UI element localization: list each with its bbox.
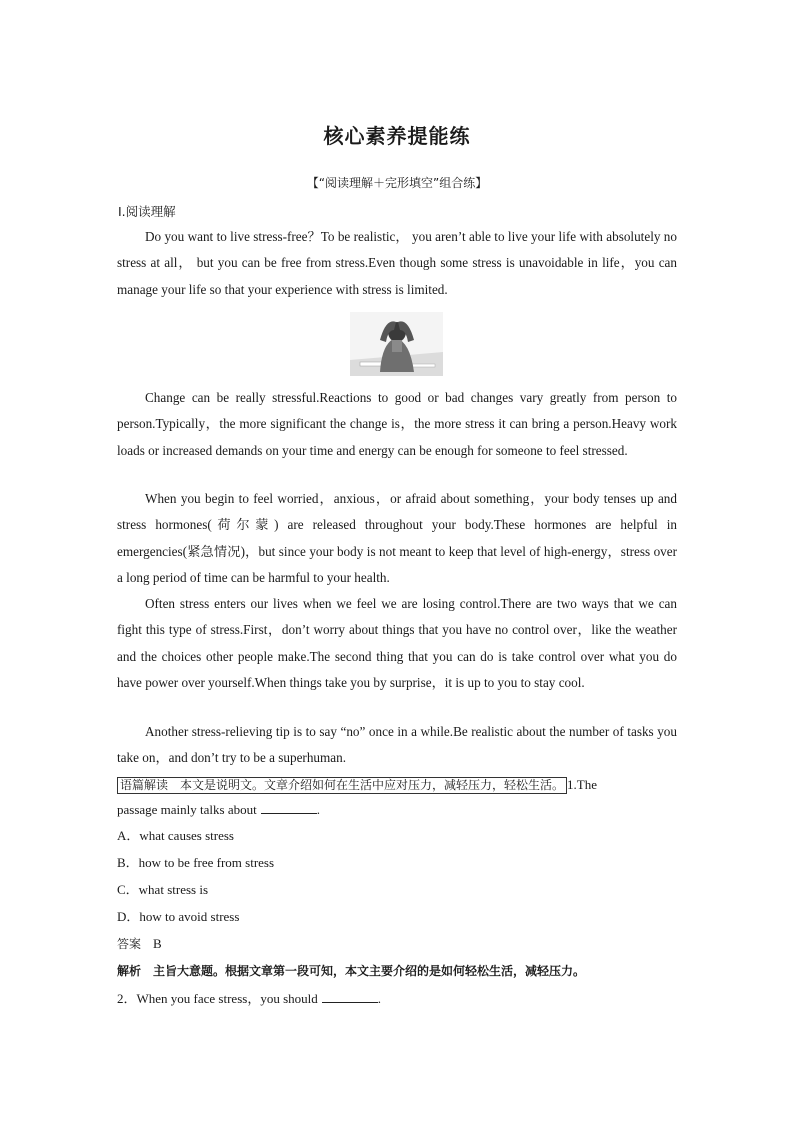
answer-value: B [153,936,162,951]
question-1-line [117,775,677,795]
option-d[interactable]: D．how to avoid stress [117,909,240,924]
analysis-text: 主旨大意题。根据文章第一段可知，本文主要介绍的是如何轻松生活，减轻压力。 [153,964,586,978]
option-a[interactable]: A．what causes stress [117,828,234,843]
question-2-end: . [377,991,381,1006]
stressed-person-photo [350,312,443,376]
exercise-subtitle: 【“阅读理解＋完形填空”组合练】 [306,176,488,190]
answer-blank[interactable] [261,801,317,814]
answer-blank[interactable] [322,990,378,1003]
analysis-line [117,961,585,981]
option-b[interactable]: B．how to be free from stress [117,855,275,870]
question-1-end: . [316,802,320,817]
question-1-stem [117,800,320,820]
passage-paragraph-3: When you begin to feel worried，anxious，or afraid about something，your body tenses up and stress hormones(荷尔蒙) are released throughout your body.These hormones are helpful in emergencies(紧急情况)，but since your body is not meant to keep that level of high-energy，stress over a long period of time can be harmful to your health. [117,491,677,585]
passage-paragraph-2: Change can be really stressful.Reactions to good or bad changes vary greatly from person to person.Typically，the more significant the change is，the more stress it can bring a person.Heavy work loads or increased demands on your time and energy can be enough for someone to feel stressed. [117,390,677,458]
summary-box: 语篇解读 本文是说明文。文章介绍如何在生活中应对压力，减轻压力，轻松生活。 [117,777,567,794]
passage-paragraph-4: Often stress enters our lives when we feel we are losing control.There are two ways that we can fight this type of stress.First，don’t worry about things that you have no control over，like the weather and the choices other people make.The second thing that you can do is take control over what you do have power over yourself.When things take you by surprise，it is up to you to stay cool. [117,596,677,690]
answer-line [117,934,162,954]
question-2-line [117,989,381,1009]
page-title: 核心素养提能练 [323,124,471,148]
answer-label: 答案 [117,937,142,951]
question-2-stem: 2．When you face stress，you should [117,991,318,1006]
question-1-prefix: 1.The [567,777,597,792]
analysis-label: 解析 [117,964,142,978]
passage-paragraph-5: Another stress-relieving tip is to say “no” once in a while.Be realistic about the number of tasks you take on，and don’t try to be a superhuman. [117,724,677,766]
section-heading: Ⅰ.阅读理解 [118,204,176,219]
option-c[interactable]: C．what stress is [117,882,209,897]
passage-paragraph-1: Do you want to live stress-free？To be realistic， you aren’t able to live your life with absolutely no stress at all， but you can be free from stress.Even though some stress is unavoidable in life，you can manage your life so that your experience with stress is limited. [117,229,677,297]
question-1-stem-text: passage mainly talks about [117,802,257,817]
